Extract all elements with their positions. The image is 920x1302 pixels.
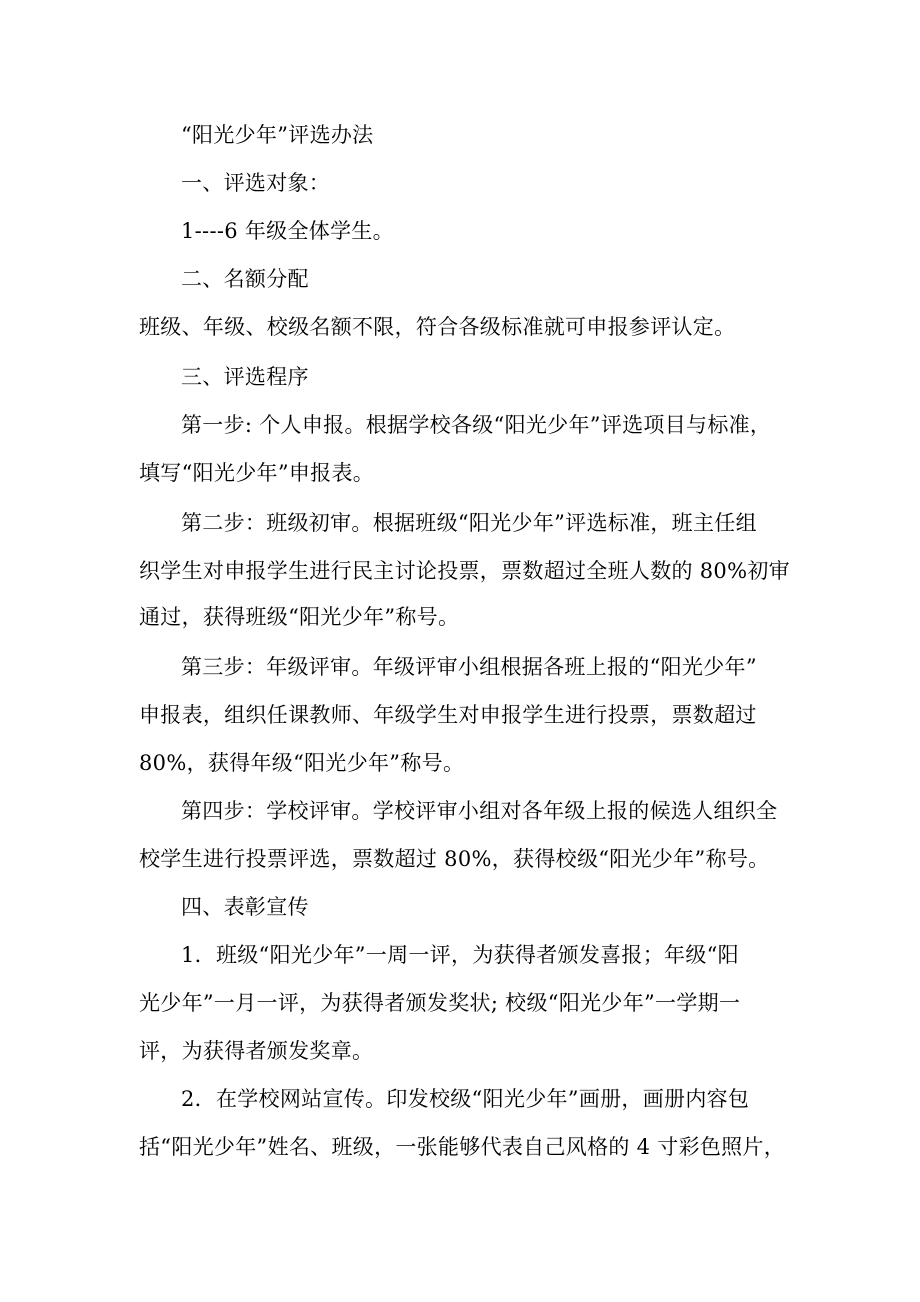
step3-line1: 第三步：年级评审。年级评审小组根据各班上报的“阳光少年”: [181, 655, 757, 679]
item2-line1: 2．在学校网站宣传。印发校级“阳光少年”画册，画册内容包: [181, 1087, 750, 1111]
item1-line3: 评，为获得者颁发奖章。: [139, 1039, 374, 1063]
step1-line1: 第一步: 个人申报。根据学校各级“阳光少年”评选项目与标准，: [181, 413, 772, 437]
section-heading-1: 一、评选对象：: [181, 171, 331, 195]
step1-line2: 填写“阳光少年”申报表。: [139, 461, 375, 485]
step3-line3: 80%，获得年级“阳光少年”称号。: [139, 751, 465, 775]
step4-line2: 校学生进行投票评选，票数超过 80%，获得校级“阳光少年”称号。: [139, 847, 770, 871]
section-heading-2: 二、名额分配: [181, 267, 309, 291]
section-heading-3: 三、评选程序: [181, 365, 309, 389]
section-heading-4: 四、表彰宣传: [181, 895, 309, 919]
section-body-2: 班级、年级、校级名额不限，符合各级标准就可申报参评认定。: [139, 315, 736, 339]
step2-line3: 通过，获得班级“阳光少年”称号。: [139, 605, 460, 629]
step2-line2: 织学生对申报学生进行民主讨论投票，票数超过全班人数的 80%初审: [139, 559, 790, 583]
section-body-1: 1----6 年级全体学生。: [181, 219, 394, 243]
item1-line2: 光少年”一月一评，为获得者颁发奖状; 校级“阳光少年”一学期一: [139, 991, 741, 1015]
item1-line1: 1．班级“阳光少年”一周一评，为获得者颁发喜报；年级“阳: [181, 943, 739, 967]
step2-line1: 第二步：班级初审。根据班级“阳光少年”评选标准，班主任组: [181, 511, 757, 535]
step3-line2: 申报表，组织任课教师、年级学生对申报学生进行投票，票数超过: [139, 703, 757, 727]
document-title: “阳光少年”评选办法: [181, 123, 374, 147]
step4-line1: 第四步：学校评审。学校评审小组对各年级上报的候选人组织全: [181, 799, 778, 823]
item2-line2: 括“阳光少年”姓名、班级，一张能够代表自己风格的 4 寸彩色照片，: [139, 1135, 786, 1159]
